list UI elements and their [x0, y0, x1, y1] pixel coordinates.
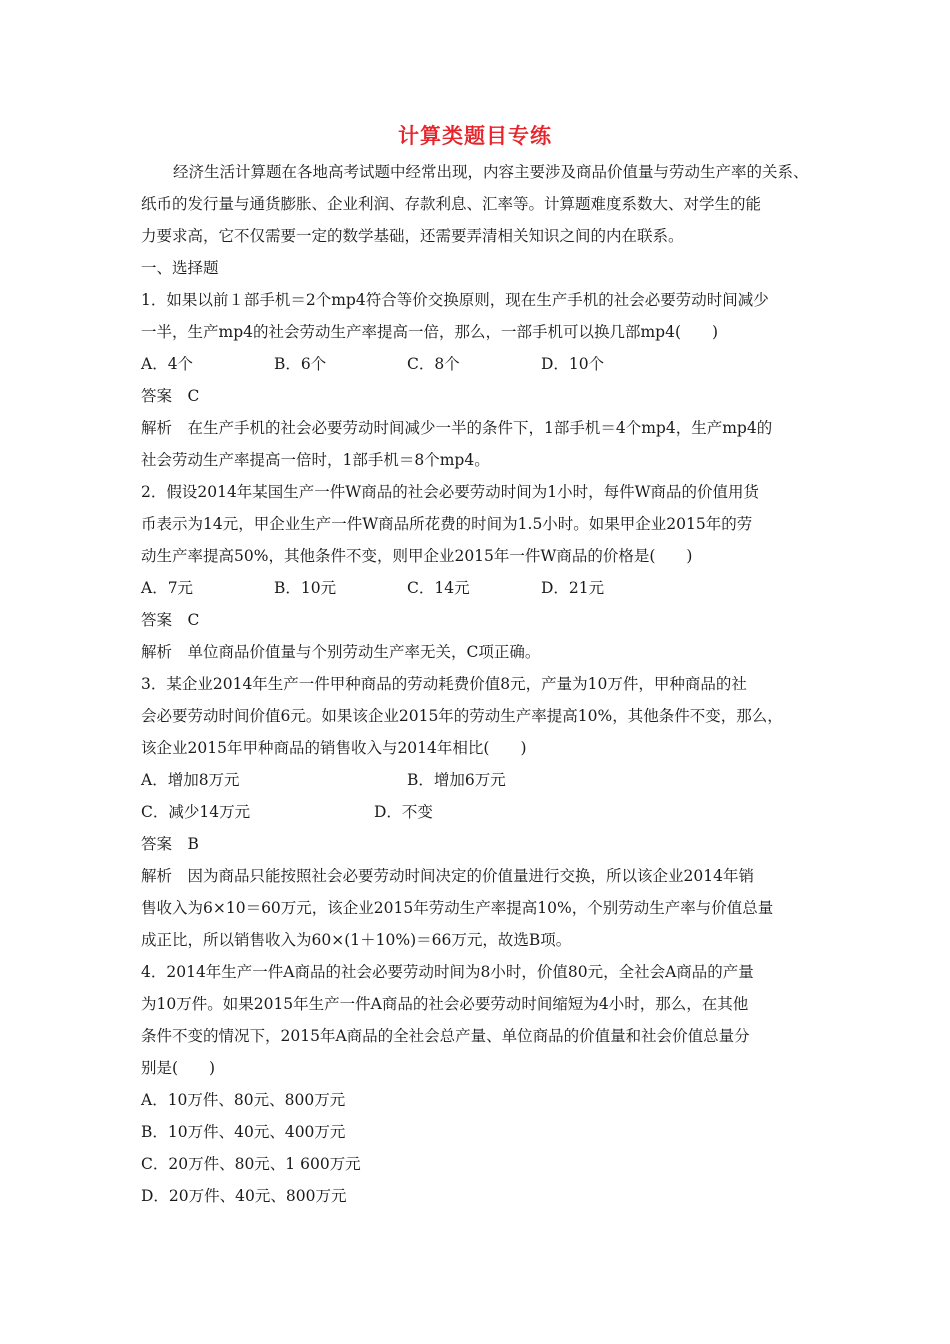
option-c: C．14元	[407, 579, 470, 597]
option-d: D．不变	[374, 803, 433, 821]
question-1-options	[141, 352, 811, 384]
option-b: B．10万件、40元、400万元	[141, 1123, 346, 1141]
question-1-analysis: 社会劳动生产率提高一倍时，1部手机＝8个mp4。	[141, 451, 490, 469]
option-a: A．7元	[141, 579, 194, 597]
question-2-options	[141, 576, 811, 608]
option-a: A．增加8万元	[141, 771, 240, 789]
option-a: A．10万件、80元、800万元	[141, 1091, 346, 1109]
option-b: B．增加6万元	[407, 771, 506, 789]
option-d: D．21元	[541, 579, 605, 597]
intro-line: 力要求高，它不仅需要一定的数学基础，还需要弄清相关知识之间的内在联系。	[141, 227, 684, 245]
section-heading: 一、选择题	[141, 259, 219, 277]
question-3-options-row	[141, 800, 811, 832]
option-c: C．8个	[407, 355, 460, 373]
question-2-line: 币表示为14元，甲企业生产一件W商品所花费的时间为1.5小时。如果甲企业2015年的劳	[141, 515, 753, 533]
question-2-analysis: 解析 单位商品价值量与个别劳动生产率无关，C项正确。	[141, 643, 541, 661]
question-1-analysis: 解析 在生产手机的社会必要劳动时间减少一半的条件下，1部手机＝4个mp4，生产mp4的	[141, 419, 773, 437]
question-3-analysis: 售收入为6×10＝60万元，该企业2015年劳动生产率提高10%，个别劳动生产率与价值总量	[141, 899, 774, 917]
question-3-options-row	[141, 768, 811, 800]
question-3-analysis: 解析 因为商品只能按照社会必要劳动时间决定的价值量进行交换，所以该企业2014年销	[141, 867, 754, 885]
option-c: C．20万件、80元、1 600万元	[141, 1155, 361, 1173]
option-d: D．20万件、40元、800万元	[141, 1187, 347, 1205]
question-4-line: 条件不变的情况下，2015年A商品的全社会总产量、单位商品的价值量和社会价值总量分	[141, 1027, 750, 1045]
question-2-line: 2．假设2014年某国生产一件W商品的社会必要劳动时间为1小时，每件W商品的价值用货	[141, 483, 760, 501]
question-1-line: 一半，生产mp4的社会劳动生产率提高一倍，那么，一部手机可以换几部mp4( )	[141, 323, 719, 341]
intro-line: 经济生活计算题在各地高考试题中经常出现，内容主要涉及商品价值量与劳动生产率的关系、	[173, 163, 809, 181]
question-2-answer: 答案 C	[141, 611, 200, 629]
document-body	[141, 160, 811, 1216]
question-1-answer: 答案 C	[141, 387, 200, 405]
question-1-line: 1．如果以前１部手机＝2个mp4符合等价交换原则，现在生产手机的社会必要劳动时间减少	[141, 291, 769, 309]
option-b: B．10元	[274, 579, 337, 597]
question-3-line: 该企业2015年甲种商品的销售收入与2014年相比( )	[141, 739, 527, 757]
question-3-answer: 答案 B	[141, 835, 199, 853]
option-c: C．减少14万元	[141, 803, 251, 821]
option-d: D．10个	[541, 355, 605, 373]
question-3-line: 3．某企业2014年生产一件甲种商品的劳动耗费价值8元，产量为10万件，甲种商品的社	[141, 675, 747, 693]
question-2-line: 动生产率提高50%，其他条件不变，则甲企业2015年一件W商品的价格是( )	[141, 547, 693, 565]
page-title: 计算类题目专练	[398, 124, 552, 148]
option-b: B．6个	[274, 355, 327, 373]
question-3-analysis: 成正比，所以销售收入为60×(1＋10%)＝66万元，故选B项。	[141, 931, 572, 949]
question-4-line: 4．2014年生产一件A商品的社会必要劳动时间为8小时，价值80元，全社会A商品的产量	[141, 963, 754, 981]
option-a: A．4个	[141, 355, 194, 373]
question-4-line: 为10万件。如果2015年生产一件A商品的社会必要劳动时间缩短为4小时，那么，在其他	[141, 995, 749, 1013]
intro-line: 纸币的发行量与通货膨胀、企业利润、存款利息、汇率等。计算题难度系数大、对学生的能	[141, 195, 762, 213]
question-4-line: 别是( )	[141, 1059, 216, 1077]
question-3-line: 会必要劳动时间价值6元。如果该企业2015年的劳动生产率提高10%，其他条件不变，那么，	[141, 707, 783, 725]
